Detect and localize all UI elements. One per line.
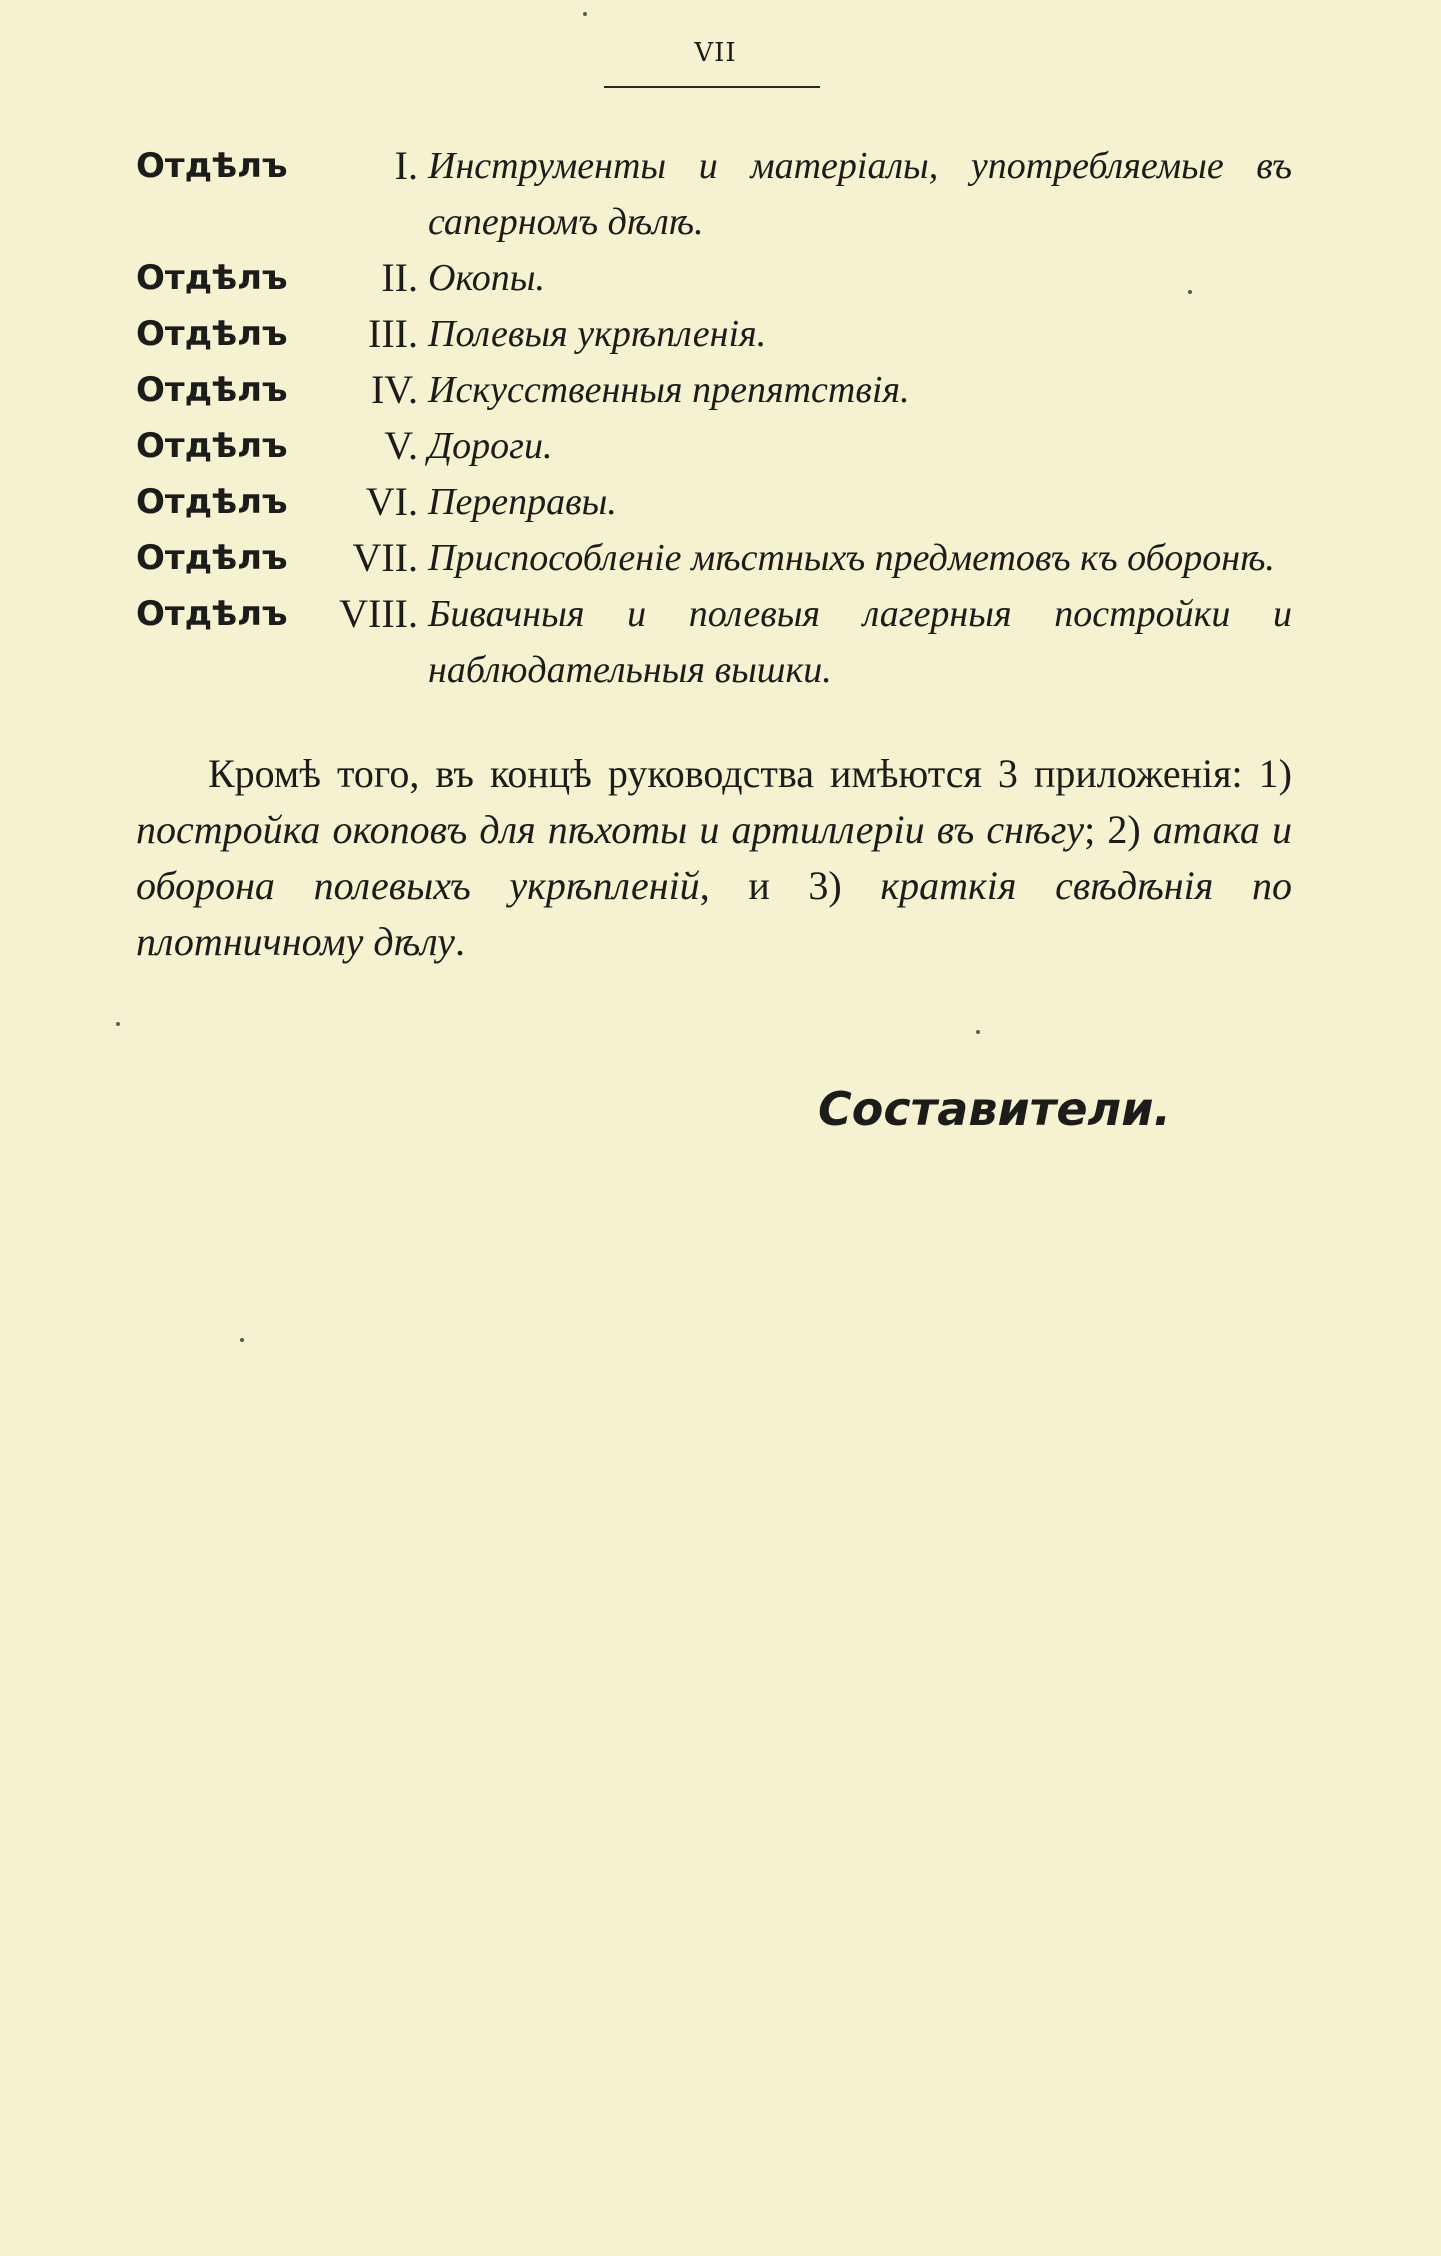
contents-list	[136, 138, 1292, 698]
section-numeral: VII.	[352, 535, 418, 580]
contents-row	[136, 138, 1292, 250]
paper-speck	[1188, 290, 1192, 294]
section-label: Отдѣлъ	[136, 314, 288, 354]
section-title: Бивачныя и полевыя лагерныя постройки и наблюдательныя вышки.	[428, 593, 1292, 691]
contents-row	[136, 306, 1292, 362]
contents-row	[136, 586, 1292, 698]
appendix-2-number: 2)	[1107, 807, 1153, 852]
section-title: Приспособленіе мѣстныхъ предметовъ къ оборонѣ.	[428, 537, 1275, 579]
appendix-1-title: постройка окоповъ для пѣхоты и артиллеріи въ снѣгу	[136, 807, 1085, 852]
section-numeral: VI.	[365, 479, 418, 524]
separator: ;	[1084, 807, 1108, 852]
appendix-3-number: 3)	[808, 863, 881, 908]
contents-row	[136, 250, 1292, 306]
contents-row	[136, 530, 1292, 586]
paper-speck	[240, 1338, 244, 1342]
appendix-1-number: 1)	[1258, 751, 1292, 796]
section-label: Отдѣлъ	[136, 146, 288, 186]
section-label: Отдѣлъ	[136, 482, 288, 522]
section-numeral: III.	[368, 311, 418, 356]
appendix-3-title: краткія свѣдѣнія по плотничному дѣлу	[136, 863, 1293, 964]
header-rule	[604, 86, 820, 88]
section-label: Отдѣлъ	[136, 538, 288, 578]
contents-row	[136, 362, 1292, 418]
section-title: Дороги.	[428, 425, 553, 467]
section-numeral: IV.	[370, 367, 418, 412]
contents-row	[136, 474, 1292, 530]
section-numeral: II.	[381, 255, 418, 300]
section-label: Отдѣлъ	[136, 258, 288, 298]
page-number: VII	[694, 38, 737, 68]
paper-speck	[583, 12, 587, 16]
section-title: Полевыя укрѣпленія.	[428, 313, 767, 355]
separator: , и	[699, 863, 809, 908]
contents-row	[136, 418, 1292, 474]
section-label: Отдѣлъ	[136, 426, 288, 466]
appendix-paragraph	[136, 746, 1292, 970]
section-numeral: I.	[394, 143, 418, 188]
section-numeral: VIII.	[339, 591, 418, 636]
paper-speck	[976, 1030, 980, 1034]
section-label: Отдѣлъ	[136, 594, 288, 634]
signature: Составители.	[818, 1082, 1171, 1136]
section-label: Отдѣлъ	[136, 370, 288, 410]
section-numeral: V.	[384, 423, 418, 468]
paragraph-intro: Кромѣ того, въ концѣ руководства имѣются 3 приложенія:	[208, 751, 1259, 796]
section-title: Окопы.	[428, 257, 546, 299]
appendix-2-title: атака и оборона полевыхъ укрѣпленій	[136, 807, 1292, 908]
paper-speck	[116, 1022, 120, 1026]
section-title: Искусственныя препятствія.	[428, 369, 910, 411]
section-title: Инструменты и матеріалы, употребляемые въ саперномъ дѣлѣ.	[428, 145, 1292, 243]
paragraph-end: .	[454, 919, 465, 964]
section-title: Переправы.	[428, 481, 617, 523]
